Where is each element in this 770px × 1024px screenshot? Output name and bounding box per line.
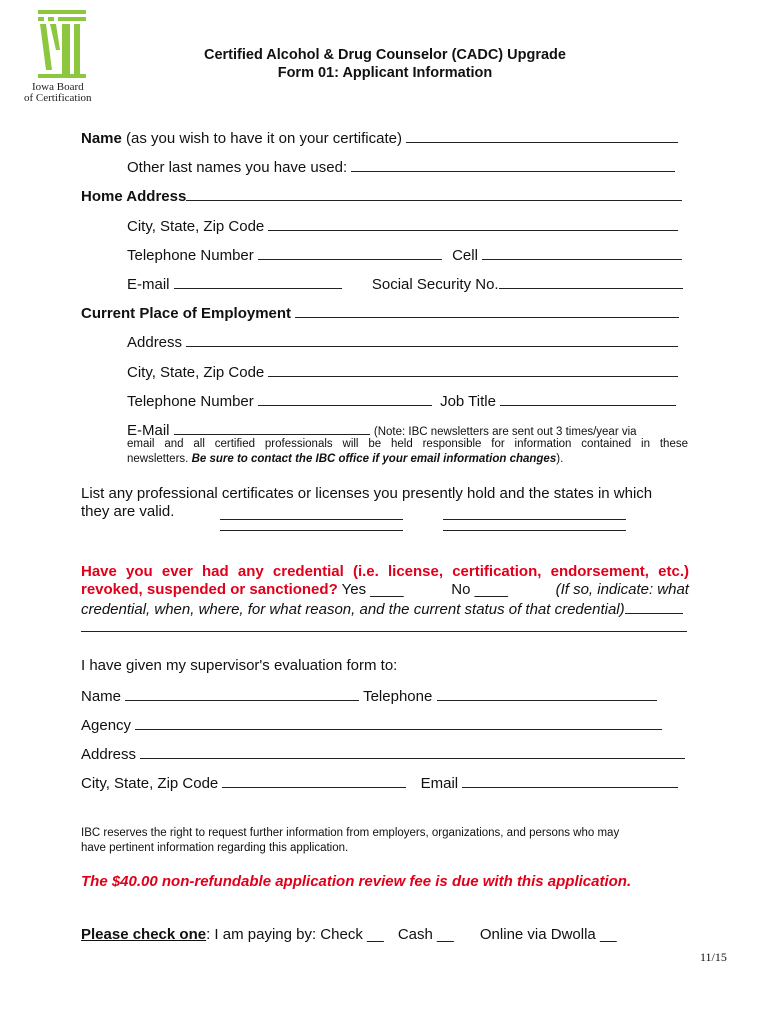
reserve-line2: have pertinent information regarding this application. <box>81 842 349 854</box>
supervisor-intro: I have given my supervisor's evaluation form to: <box>81 657 398 674</box>
supervisor-agency-field[interactable] <box>135 715 662 730</box>
credential-question: revoked, suspended or sanctioned? <box>81 581 338 598</box>
ssn-field[interactable] <box>499 274 683 289</box>
employment-field[interactable] <box>295 303 679 318</box>
payment-online[interactable]: Online via Dwolla __ <box>479 926 617 943</box>
employer-phone-row <box>127 391 676 411</box>
payment-cash[interactable]: Cash __ <box>397 926 454 943</box>
credential-yes[interactable]: Yes ____ <box>337 581 404 598</box>
certificates-row <box>81 503 174 521</box>
home-address-row <box>81 186 682 206</box>
home-city-row <box>127 216 678 236</box>
employment-heading: Current Place of Employment <box>81 305 292 322</box>
supervisor-address-field[interactable] <box>140 744 685 759</box>
payment-row <box>81 926 617 944</box>
applicant-name-row <box>81 128 678 148</box>
name-field[interactable] <box>406 128 678 143</box>
newsletter-note-line1: (Note: IBC newsletters are sent out 3 times/year via <box>373 426 637 438</box>
newsletter-note-line2: email and all certified professionals will be held responsible for information contained in these <box>127 438 688 450</box>
name-hint: (as you wish to have it on your certificate) <box>121 130 402 147</box>
employer-city-row <box>127 362 678 382</box>
cell-field[interactable] <box>482 245 682 260</box>
job-title-field[interactable] <box>500 391 676 406</box>
employment-row <box>81 303 679 323</box>
supervisor-name-label: Name <box>81 688 122 705</box>
payment-label: Please check one <box>81 926 207 943</box>
home-telephone-field[interactable] <box>258 245 442 260</box>
home-telephone-label: Telephone Number <box>127 247 254 264</box>
supervisor-city-row <box>81 773 678 793</box>
fee-notice: The $40.00 non-refundable application review fee is due with this application. <box>81 873 632 890</box>
note-line3-suffix: ). <box>556 453 564 465</box>
certificates-line1: List any professional certificates or licenses you presently hold and the states in which <box>81 485 653 502</box>
home-address-field[interactable] <box>186 186 682 201</box>
ssn-label: Social Security No. <box>371 276 499 293</box>
job-title-label: Job Title <box>440 393 496 410</box>
credential-line3: credential, when, where, for what reason, and the current status of that credential) <box>81 601 625 618</box>
other-names-label: Other last names you have used: <box>127 159 348 176</box>
home-city-label: City, State, Zip Code <box>127 218 265 235</box>
employer-telephone-label: Telephone Number <box>127 393 254 410</box>
home-email-label: E-mail <box>127 276 170 293</box>
form-title <box>0 46 770 82</box>
logo-name-line1: Iowa Board <box>32 81 84 93</box>
employer-email-field[interactable] <box>174 420 370 435</box>
reserve-line1: IBC reserves the right to request further information from employers, organizations, and persons who may <box>81 827 620 839</box>
home-email-row <box>127 274 683 294</box>
home-address-label: Home Address <box>81 188 187 205</box>
supervisor-address-label: Address <box>81 746 137 763</box>
cell-label: Cell <box>452 247 478 264</box>
employer-city-label: City, State, Zip Code <box>127 364 265 381</box>
certificate-field-4[interactable] <box>443 516 626 531</box>
supervisor-name-row <box>81 686 657 706</box>
form-version: 11/15 <box>700 950 727 964</box>
other-names-field[interactable] <box>351 157 675 172</box>
certificates-line2: they are valid. <box>81 503 175 520</box>
supervisor-telephone-label: Telephone <box>363 688 433 705</box>
newsletter-note-line3 <box>127 452 563 467</box>
note-line3-bold: Be sure to contact the IBC office if your email information changes <box>191 453 557 465</box>
supervisor-city-label: City, State, Zip Code <box>81 775 219 792</box>
supervisor-address-row <box>81 744 685 764</box>
home-city-field[interactable] <box>268 216 678 231</box>
credential-no[interactable]: No ____ <box>451 581 508 598</box>
credential-line2 <box>81 581 689 599</box>
credential-field-1[interactable] <box>625 599 683 614</box>
employer-telephone-field[interactable] <box>258 391 432 406</box>
credential-instructions: (If so, indicate: what <box>555 581 689 598</box>
employer-address-row <box>127 332 678 352</box>
payment-check[interactable]: : I am paying by: Check __ <box>206 926 384 943</box>
other-names-row <box>127 157 675 177</box>
note-line3-prefix: newsletters. <box>127 453 192 465</box>
supervisor-email-label: Email <box>420 775 459 792</box>
page-title: Certified Alcohol & Drug Counselor (CADC) Upgrade <box>204 47 566 63</box>
supervisor-agency-label: Agency <box>81 717 132 734</box>
certificate-field-3[interactable] <box>220 516 403 531</box>
employer-address-label: Address <box>127 334 183 351</box>
employer-email-label: E-Mail <box>127 422 170 439</box>
credential-field-2[interactable] <box>81 617 687 632</box>
supervisor-city-field[interactable] <box>222 773 406 788</box>
supervisor-email-field[interactable] <box>462 773 678 788</box>
employer-address-field[interactable] <box>186 332 678 347</box>
page-subtitle: Form 01: Applicant Information <box>277 65 493 81</box>
home-phone-row <box>127 245 682 265</box>
supervisor-name-field[interactable] <box>125 686 359 701</box>
supervisor-telephone-field[interactable] <box>437 686 657 701</box>
credential-line1: Have you ever had any credential (i.e. license, certification, endorsement, etc.) <box>81 563 689 580</box>
home-email-field[interactable] <box>174 274 342 289</box>
credential-line3-row <box>81 599 683 619</box>
supervisor-agency-row <box>81 715 662 735</box>
logo-name-line2: of Certification <box>24 92 92 104</box>
employer-city-field[interactable] <box>268 362 678 377</box>
name-label: Name <box>81 130 122 147</box>
